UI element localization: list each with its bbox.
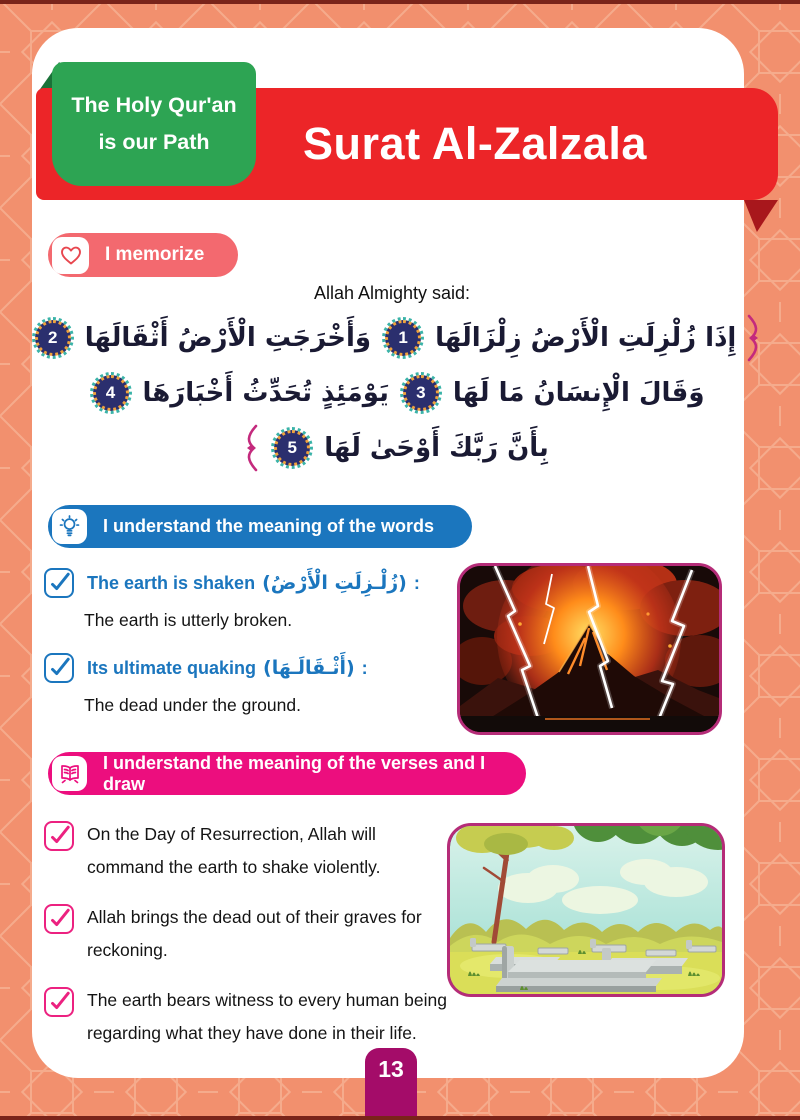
- word-meanings-list: [44, 568, 450, 738]
- verse-line-2: [88, 371, 705, 415]
- word-item-heading: [44, 568, 450, 598]
- word-definition: The dead under the ground.: [84, 695, 301, 715]
- word-term: [87, 572, 420, 594]
- bottom-edge-strip: [0, 1116, 800, 1120]
- list-item-text: Allah brings the dead out of their graves for reckoning.: [87, 907, 422, 960]
- word-term-colon: :: [361, 657, 368, 678]
- verse-meanings-list: [44, 818, 448, 1067]
- verse-text: إِذَا زُلْزِلَتِ الْأَرْضُ زِلْزَالَهَا: [435, 323, 737, 353]
- check-icon[interactable]: [44, 987, 74, 1017]
- ayah-number-badge: 5: [274, 430, 310, 466]
- series-badge: [52, 62, 256, 186]
- ayah-number-badge: 2: [35, 320, 71, 356]
- verses-banner-label: I understand the meaning of the verses and I draw: [103, 752, 486, 794]
- word-term: [87, 657, 368, 679]
- word-term-english: Its ultimate quaking: [87, 657, 257, 678]
- ayah-number-badge: 3: [403, 375, 439, 411]
- words-banner: [48, 505, 472, 548]
- word-item: [44, 653, 450, 716]
- memorize-banner: [48, 233, 238, 277]
- verse-text: بِأَنَّ رَبَّكَ أَوْحَىٰ لَهَا: [324, 433, 549, 463]
- verse-text: يَوْمَئِذٍ تُحَدِّثُ أَخْبَارَهَا: [142, 378, 389, 408]
- verse-text: وَقَالَ الْإِنسَانُ مَا لَهَا: [452, 378, 705, 408]
- series-badge-line1: The Holy Qur'an: [71, 93, 237, 117]
- word-term-arabic: (زُلْـزِلَتِ الْأَرْضُ): [262, 572, 407, 594]
- verse-line-3: [243, 424, 549, 472]
- check-icon[interactable]: [44, 904, 74, 934]
- series-badge-line2: is our Path: [98, 130, 210, 154]
- list-item-text: On the Day of Resurrection, Allah will command the earth to shake violently.: [87, 824, 381, 877]
- volcano-illustration: [457, 563, 722, 735]
- list-item: [44, 818, 448, 884]
- verse-text: وَأَخْرَجَتِ الْأَرْضُ أَثْقَالَهَا: [84, 323, 372, 353]
- word-item-heading: [44, 653, 450, 683]
- memorize-banner-label: I memorize: [105, 244, 205, 265]
- verses-banner: [48, 752, 526, 795]
- list-item-text: The earth bears witness to every human being regarding what they have done in their life.: [87, 990, 447, 1043]
- open-book-icon: [52, 756, 87, 791]
- word-term-english: The earth is shaken: [87, 572, 256, 593]
- check-icon[interactable]: [44, 653, 74, 683]
- page-title: Surat Al-Zalzala: [303, 118, 647, 169]
- verse-close-ornament: [243, 424, 260, 472]
- list-item: [44, 901, 448, 967]
- cemetery-illustration: [447, 823, 725, 997]
- page-number: 13: [378, 1056, 404, 1082]
- check-icon[interactable]: [44, 821, 74, 851]
- word-term-colon: :: [413, 572, 420, 593]
- verse-line-1: [30, 314, 763, 362]
- list-item: [44, 984, 448, 1050]
- ayah-number-badge: 1: [385, 320, 421, 356]
- lightbulb-icon: [52, 509, 87, 544]
- word-item: [44, 568, 450, 631]
- verse-open-ornament: [745, 314, 762, 362]
- quran-verses: [40, 314, 752, 472]
- intro-text: Allah Almighty said:: [313, 283, 471, 303]
- page-number-tab: [365, 1048, 417, 1120]
- word-definition: The earth is utterly broken.: [84, 610, 293, 630]
- words-banner-label: I understand the meaning of the words: [103, 516, 435, 536]
- heart-icon: [52, 237, 89, 274]
- ayah-number-badge: 4: [93, 375, 129, 411]
- check-icon[interactable]: [44, 568, 74, 598]
- top-edge-strip: [0, 0, 800, 4]
- word-term-arabic: (أَثْـقَالَـهَا): [263, 657, 355, 679]
